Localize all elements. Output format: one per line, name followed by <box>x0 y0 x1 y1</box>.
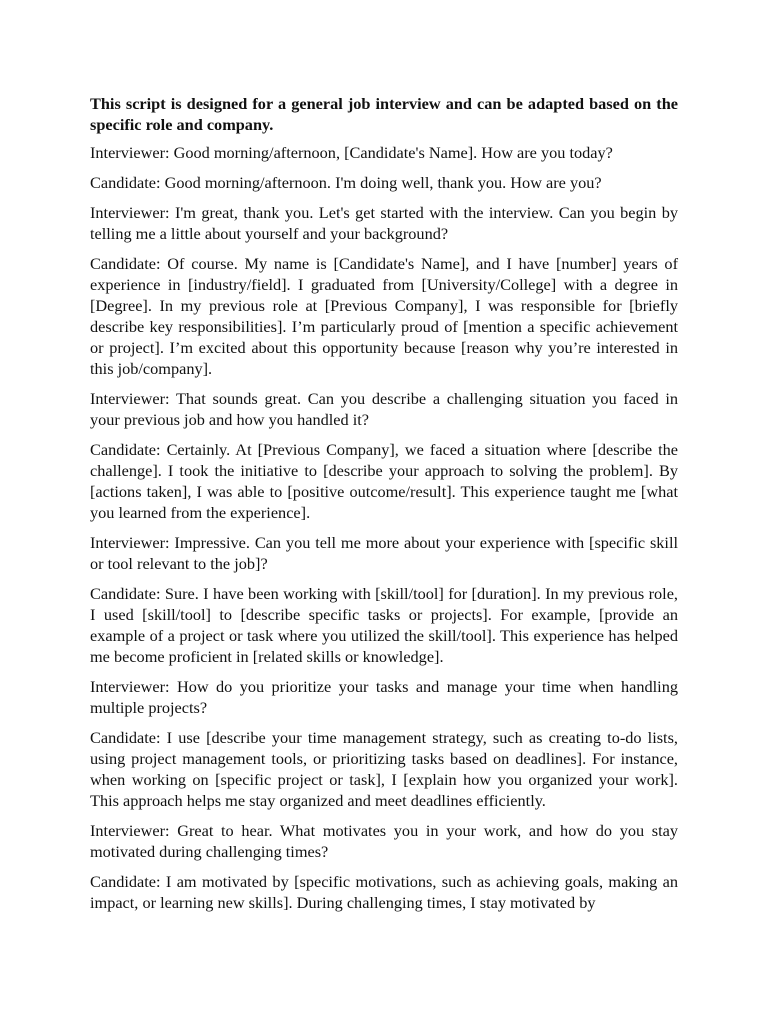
document-intro: This script is designed for a general job interview and can be adapted based on the specific role and company. <box>90 94 678 134</box>
dialogue-paragraph: Interviewer: That sounds great. Can you describe a challenging situation you faced in your previous job and how you handled it? <box>90 389 678 429</box>
dialogue-paragraph: Interviewer: Good morning/afternoon, [Candidate's Name]. How are you today? <box>90 143 613 162</box>
dialogue-paragraph: Candidate: Sure. I have been working with [skill/tool] for [duration]. In my previous role, I used [skill/tool] to [describe specific tasks or projects]. For example, [provide an example of a project or task where you utilized the skill/tool]. This experience has helped me become proficient in [related skills or knowledge]. <box>90 584 678 666</box>
dialogue-paragraph: Interviewer: Great to hear. What motivates you in your work, and how do you stay motivated during challenging times? <box>90 821 678 861</box>
dialogue-paragraph: Candidate: I am motivated by [specific motivations, such as achieving goals, making an impact, or learning new skills]. During challenging times, I stay motivated by <box>90 872 678 912</box>
dialogue-paragraph: Interviewer: Impressive. Can you tell me more about your experience with [specific skill or tool relevant to the job]? <box>90 533 678 573</box>
dialogue-paragraph: Interviewer: How do you prioritize your tasks and manage your time when handling multiple projects? <box>90 677 678 717</box>
document-page <box>90 93 678 922</box>
dialogue-paragraph: Candidate: Of course. My name is [Candidate's Name], and I have [number] years of experience in [industry/field]. I graduated from [University/College] with a degree in [Degree]. In my previous role at [Previous Company], I was responsible for [briefly describe key responsibilities]. I’m particularly proud of [mention a specific achievement or project]. I’m excited about this opportunity because [reason why you’re interested in this job/company]. <box>90 254 678 378</box>
dialogue-paragraph: Interviewer: I'm great, thank you. Let's get started with the interview. Can you begin by telling me a little about yourself and your background? <box>90 203 678 243</box>
dialogue-paragraph: Candidate: I use [describe your time management strategy, such as creating to-do lists, using project management tools, or prioritizing tasks based on deadlines]. For instance, when working on [specific project or task], I [explain how you organized your work]. This approach helps me stay organized and meet deadlines efficiently. <box>90 728 678 810</box>
dialogue-paragraph: Candidate: Good morning/afternoon. I'm doing well, thank you. How are you? <box>90 173 602 192</box>
dialogue-paragraph: Candidate: Certainly. At [Previous Company], we faced a situation where [describe the challenge]. I took the initiative to [describe your approach to solving the problem]. By [actions taken], I was able to [positive outcome/result]. This experience taught me [what you learned from the experience]. <box>90 440 678 522</box>
